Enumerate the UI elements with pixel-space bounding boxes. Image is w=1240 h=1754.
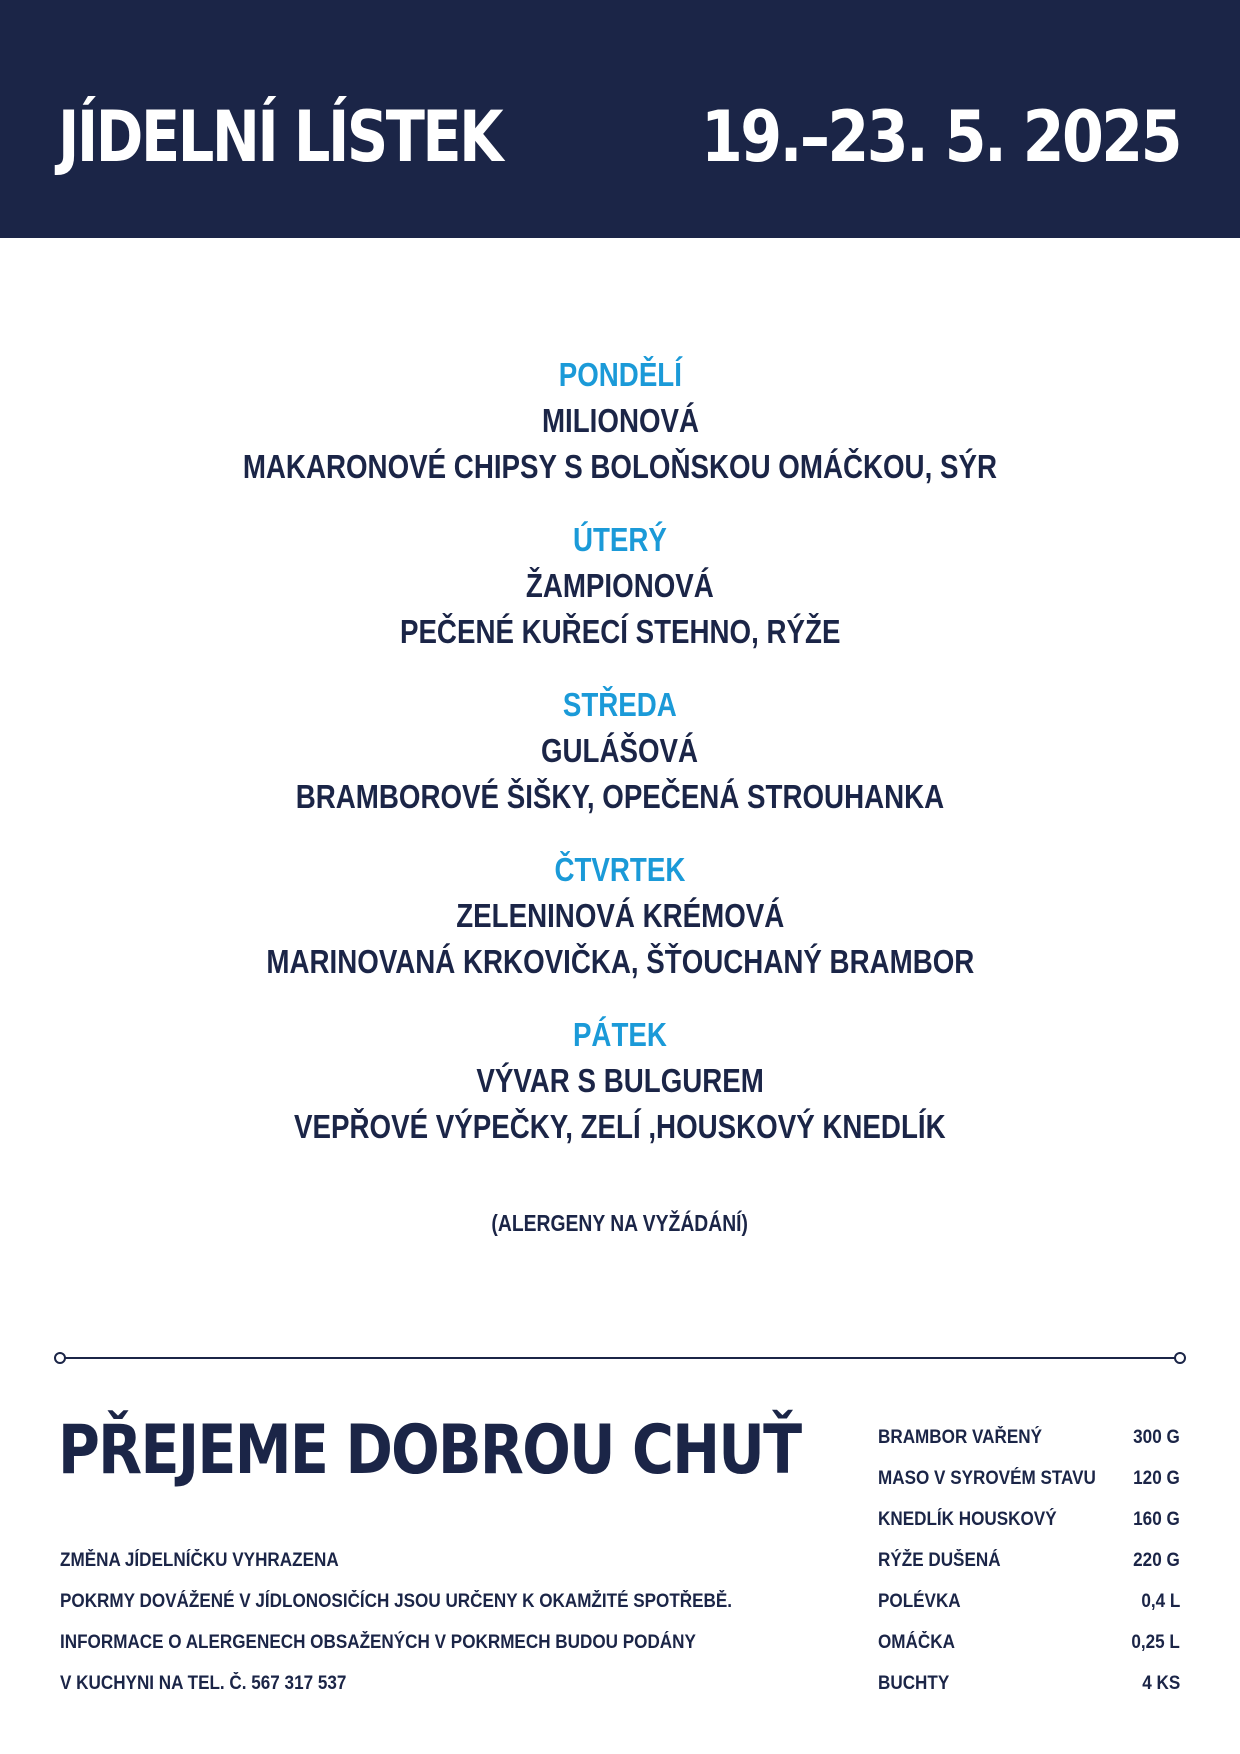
main-dish: MARINOVANÁ KRKOVIČKA, ŠŤOUCHANÝ BRAMBOR: [266, 943, 974, 980]
portion-amount: 120 G: [1133, 1468, 1180, 1489]
divider-end-dot: [1174, 1352, 1186, 1364]
portion-row: [878, 1622, 1180, 1663]
portion-amount: 160 G: [1133, 1509, 1180, 1530]
menu-day-friday: [0, 1012, 1240, 1177]
portion-amount: 220 G: [1133, 1550, 1180, 1571]
main-dish: PEČENÉ KUŘECÍ STEHNO, RÝŽE: [399, 613, 841, 650]
portion-name: POLÉVKA: [878, 1591, 961, 1612]
soup: GULÁŠOVÁ: [541, 732, 699, 769]
menu-day-monday: [0, 352, 1240, 517]
portion-name: KNEDLÍK HOUSKOVÝ: [878, 1509, 1057, 1530]
day-name: STŘEDA: [563, 686, 677, 723]
menu-day-tuesday: [0, 517, 1240, 682]
main-dish: MAKARONOVÉ CHIPSY S BOLOŇSKOU OMÁČKOU, SÝR: [242, 448, 998, 485]
portion-name: BUCHTY: [878, 1673, 950, 1694]
portion-sizes-table: [878, 1417, 1180, 1704]
main-dish: BRAMBOROVÉ ŠIŠKY, OPEČENÁ STROUHANKA: [295, 778, 945, 815]
portion-name: MASO V SYROVÉM STAVU: [878, 1468, 1096, 1489]
day-name: ÚTERÝ: [573, 521, 667, 558]
allergens-note: (ALERGENY NA VYŽÁDÁNÍ): [491, 1210, 749, 1236]
portion-row: [878, 1540, 1180, 1581]
main-dish: VEPŘOVÉ VÝPEČKY, ZELÍ ,HOUSKOVÝ KNEDLÍK: [294, 1108, 946, 1145]
header-banner: [0, 0, 1240, 238]
note-line: ZMĚNA JÍDELNÍČKU VYHRAZENA: [60, 1550, 339, 1571]
day-name: PÁTEK: [573, 1016, 667, 1053]
soup: ŽAMPIONOVÁ: [526, 567, 714, 604]
soup: ZELENINOVÁ KRÉMOVÁ: [455, 897, 785, 934]
menu-day-wednesday: [0, 682, 1240, 847]
portion-name: OMÁČKA: [878, 1632, 955, 1653]
portion-row: [878, 1499, 1180, 1540]
portion-amount: 0,4 L: [1141, 1591, 1180, 1612]
portion-name: BRAMBOR VAŘENÝ: [878, 1427, 1043, 1448]
soup: MILIONOVÁ: [541, 402, 699, 439]
week-date: 19.–23. 5. 2025: [701, 96, 1180, 178]
portion-amount: 4 KS: [1141, 1673, 1180, 1694]
note-line: V KUCHYNI NA TEL. Č. 567 317 537: [60, 1673, 347, 1694]
note-line: INFORMACE O ALERGENECH OBSAŽENÝCH V POKRMECH BUDOU PODÁNY: [60, 1632, 696, 1653]
portion-row: [878, 1581, 1180, 1622]
note-line: POKRMY DOVÁŽENÉ V JÍDLONOSIČÍCH JSOU URČENY K OKAMŽITÉ SPOTŘEBĚ.: [60, 1591, 733, 1612]
portion-row: [878, 1663, 1180, 1704]
soup: VÝVAR S BULGUREM: [476, 1062, 764, 1099]
portion-amount: 0,25 L: [1131, 1632, 1180, 1653]
portion-row: [878, 1458, 1180, 1499]
portion-row: [878, 1417, 1180, 1458]
menu-day-thursday: [0, 847, 1240, 1012]
portion-amount: 300 G: [1133, 1427, 1180, 1448]
divider-end-dot: [54, 1352, 66, 1364]
day-name: ČTVRTEK: [554, 851, 686, 888]
page-title: JÍDELNÍ LÍSTEK: [58, 96, 502, 178]
day-name: PONDĚLÍ: [558, 356, 682, 393]
portion-name: RÝŽE DUŠENÁ: [878, 1550, 1001, 1571]
bon-appetit-heading: PŘEJEME DOBROU CHUŤ: [58, 1411, 801, 1490]
section-divider: [60, 1357, 1180, 1359]
footer-notes: [60, 1540, 807, 1704]
weekly-menu: [0, 352, 1240, 1177]
